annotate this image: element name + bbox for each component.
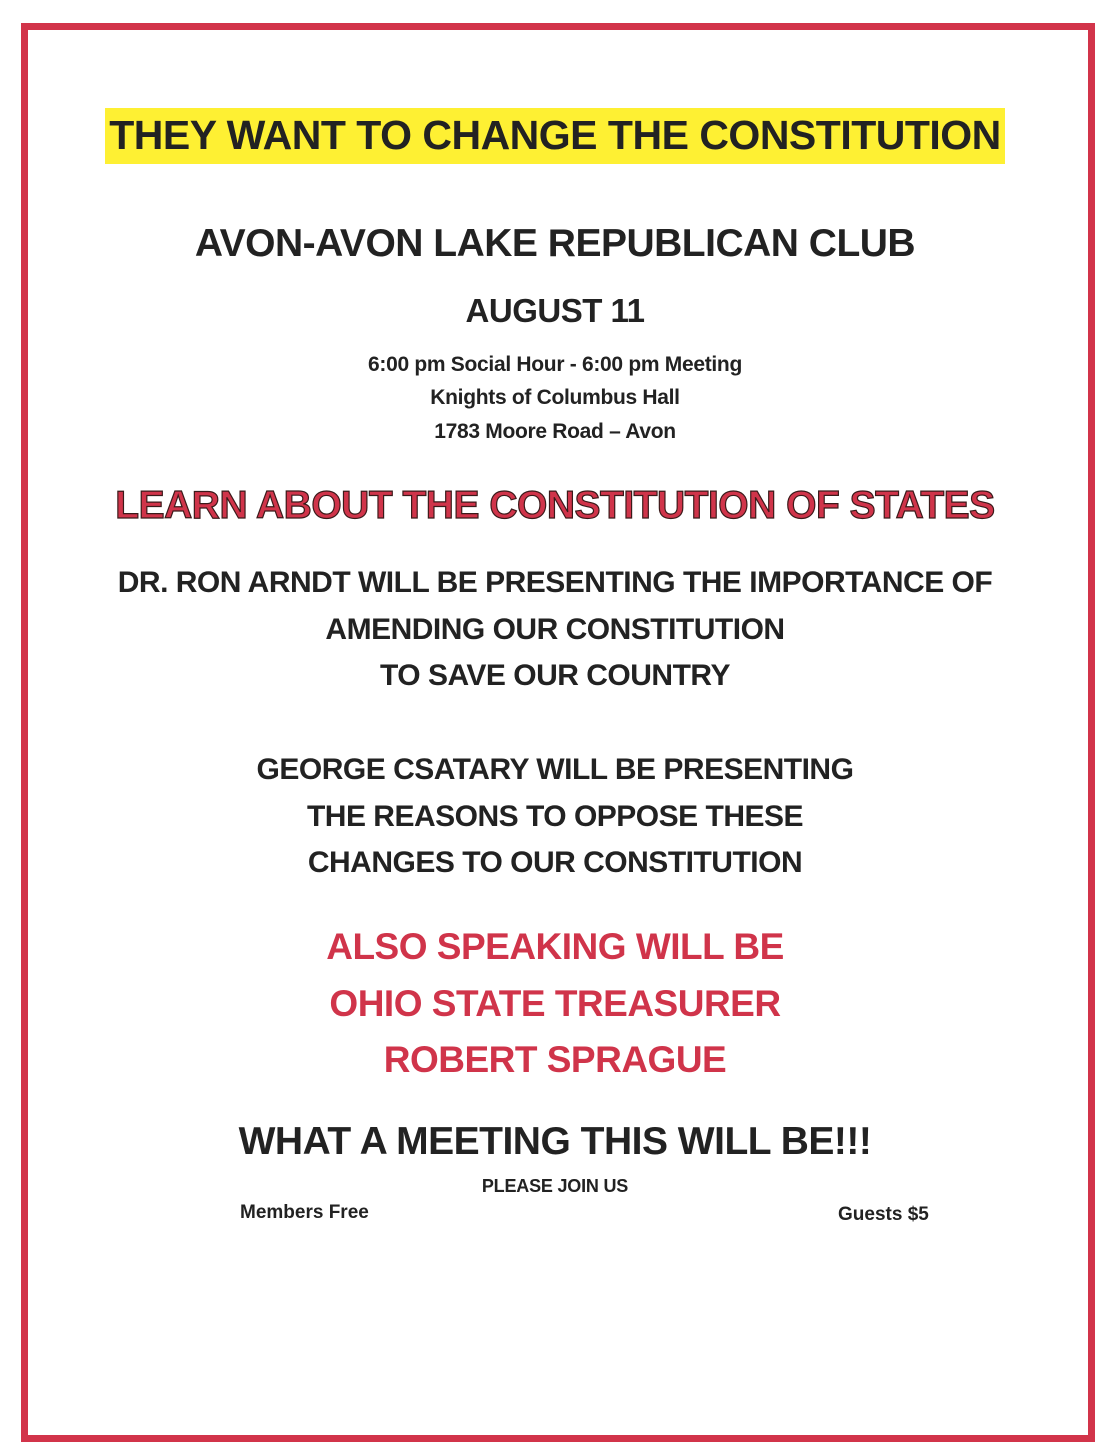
- invite-line: PLEASE JOIN US: [481, 1176, 629, 1196]
- topic-heading: LEARN ABOUT THE CONSTITUTION OF STATES: [115, 484, 995, 527]
- speaker1-line-1: DR. RON ARNDT WILL BE PRESENTING THE IMPORTANCE OF: [117, 566, 993, 599]
- speaker2-line-3: CHANGES TO OUR CONSTITUTION: [307, 846, 803, 879]
- speaker1-line-2: AMENDING OUR CONSTITUTION: [325, 613, 785, 646]
- event-address: 1783 Moore Road – Avon: [434, 420, 676, 443]
- speaker1-line-3: TO SAVE OUR COUNTRY: [380, 659, 730, 692]
- speaker2-line-1: GEORGE CSATARY WILL BE PRESENTING: [256, 753, 854, 786]
- speaker2-line-2: THE REASONS TO OPPOSE THESE: [306, 800, 804, 833]
- event-date: AUGUST 11: [465, 292, 645, 329]
- speaker3-line-1: ALSO SPEAKING WILL BE: [326, 926, 784, 967]
- guests-price: Guests $5: [838, 1204, 929, 1225]
- closing-line: WHAT A MEETING THIS WILL BE!!!: [238, 1120, 872, 1163]
- event-schedule: 6:00 pm Social Hour - 6:00 pm Meeting: [368, 353, 742, 376]
- members-price: Members Free: [240, 1202, 369, 1223]
- event-venue: Knights of Columbus Hall: [430, 386, 680, 409]
- speaker3-line-2: OHIO STATE TREASURER: [329, 983, 781, 1024]
- speaker3-line-3: ROBERT SPRAGUE: [383, 1039, 727, 1080]
- headline: [0, 112, 1110, 159]
- headline-text: THEY WANT TO CHANGE THE CONSTITUTION: [105, 108, 1005, 164]
- club-name: AVON-AVON LAKE REPUBLICAN CLUB: [194, 222, 916, 265]
